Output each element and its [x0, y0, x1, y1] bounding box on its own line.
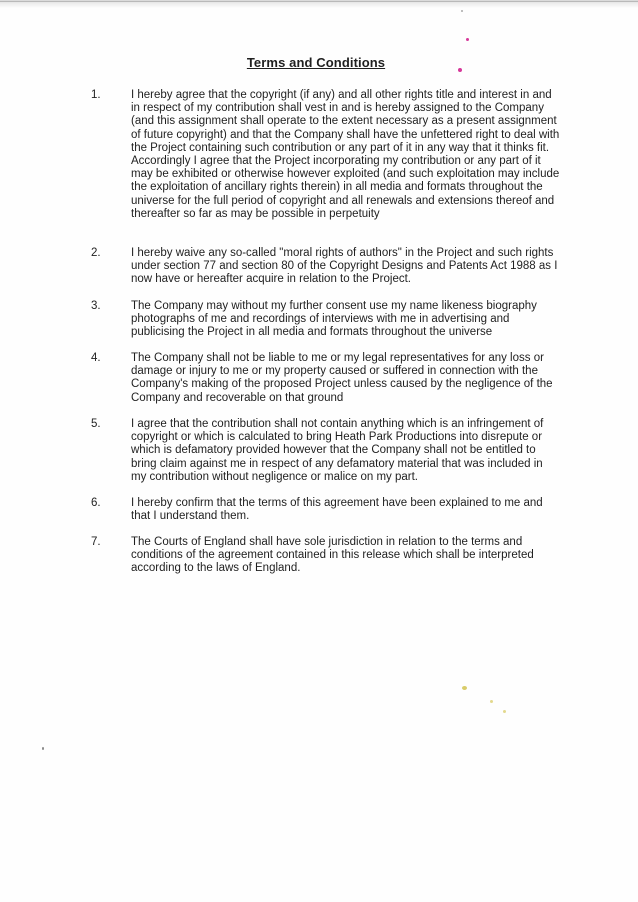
clause-text: I hereby agree that the copyright (if any) and all other rights title and interest in and in respect of my contribution shall vest in and is hereby assigned to the Company (and this assignment shall operate to the extent necessary as a present assignment of future copyright) and that the Company shall have the unfettered right to deal with the Project containing such contribution or any part of it in any way that it thinks fit. Accordingly I agree that the Project incorporating my contribution or any part of it may be exhibited or otherwise however exploited (and such exploitation may include the exploitation of ancillary rights therein) in all media and formats throughout the universe for the full period of copyright and all renewals and extensions thereof and thereafter so far as may be possible in perpetuity [131, 89, 560, 220]
document-title [0, 55, 638, 70]
clause-number: 5. [91, 418, 101, 430]
ink-speck-mark [42, 747, 44, 750]
ink-speck-mark [466, 38, 469, 41]
clause-number: 2. [91, 247, 101, 259]
document-title-text: Terms and Conditions [246, 55, 386, 70]
clause-text: I agree that the contribution shall not contain anything which is an infringement of copyright or which is calculated to bring Heath Park Productions into disrepute or which is defamatory provided however that the Company shall not be entitled to bring claim against me in respect of any defamatory material that was included in my contribution without negligence or malice on my part. [131, 418, 544, 483]
clause-text: The Courts of England shall have sole jurisdiction in relation to the terms and conditions of the agreement contained in this release which shall be interpreted according to the laws of England. [131, 536, 534, 575]
ink-speck-mark [490, 700, 493, 703]
scan-edge-line [0, 1, 638, 2]
clause-number: 3. [91, 300, 101, 312]
clause-number: 4. [91, 352, 101, 364]
ink-speck-mark [462, 686, 467, 690]
clause-text: I hereby waive any so-called "moral rights of authors" in the Project and such rights under section 77 and section 80 of the Copyright Designs and Patents Act 1988 as I now have or hereafter acquire in relation to the Project. [131, 247, 558, 286]
clause-number: 7. [91, 536, 101, 548]
clause-text: I hereby confirm that the terms of this agreement have been explained to me and that I understand them. [131, 497, 543, 523]
ink-speck-mark [458, 68, 462, 72]
clause-text: The Company shall not be liable to me or my legal representatives for any loss or damage or injury to me or my property caused or suffered in connection with the Company's making of the proposed Project unless caused by the negligence of the Company and recoverable on that ground [131, 352, 553, 404]
ink-speck-mark [461, 10, 463, 12]
clause-number: 1. [91, 89, 101, 101]
clause-text: The Company may without my further consent use my name likeness biography photographs of me and recordings of interviews with me in advertising and publicising the Project in all media and formats throughout the universe [131, 300, 537, 339]
ink-speck-mark [503, 710, 506, 713]
clause-number: 6. [91, 497, 101, 509]
